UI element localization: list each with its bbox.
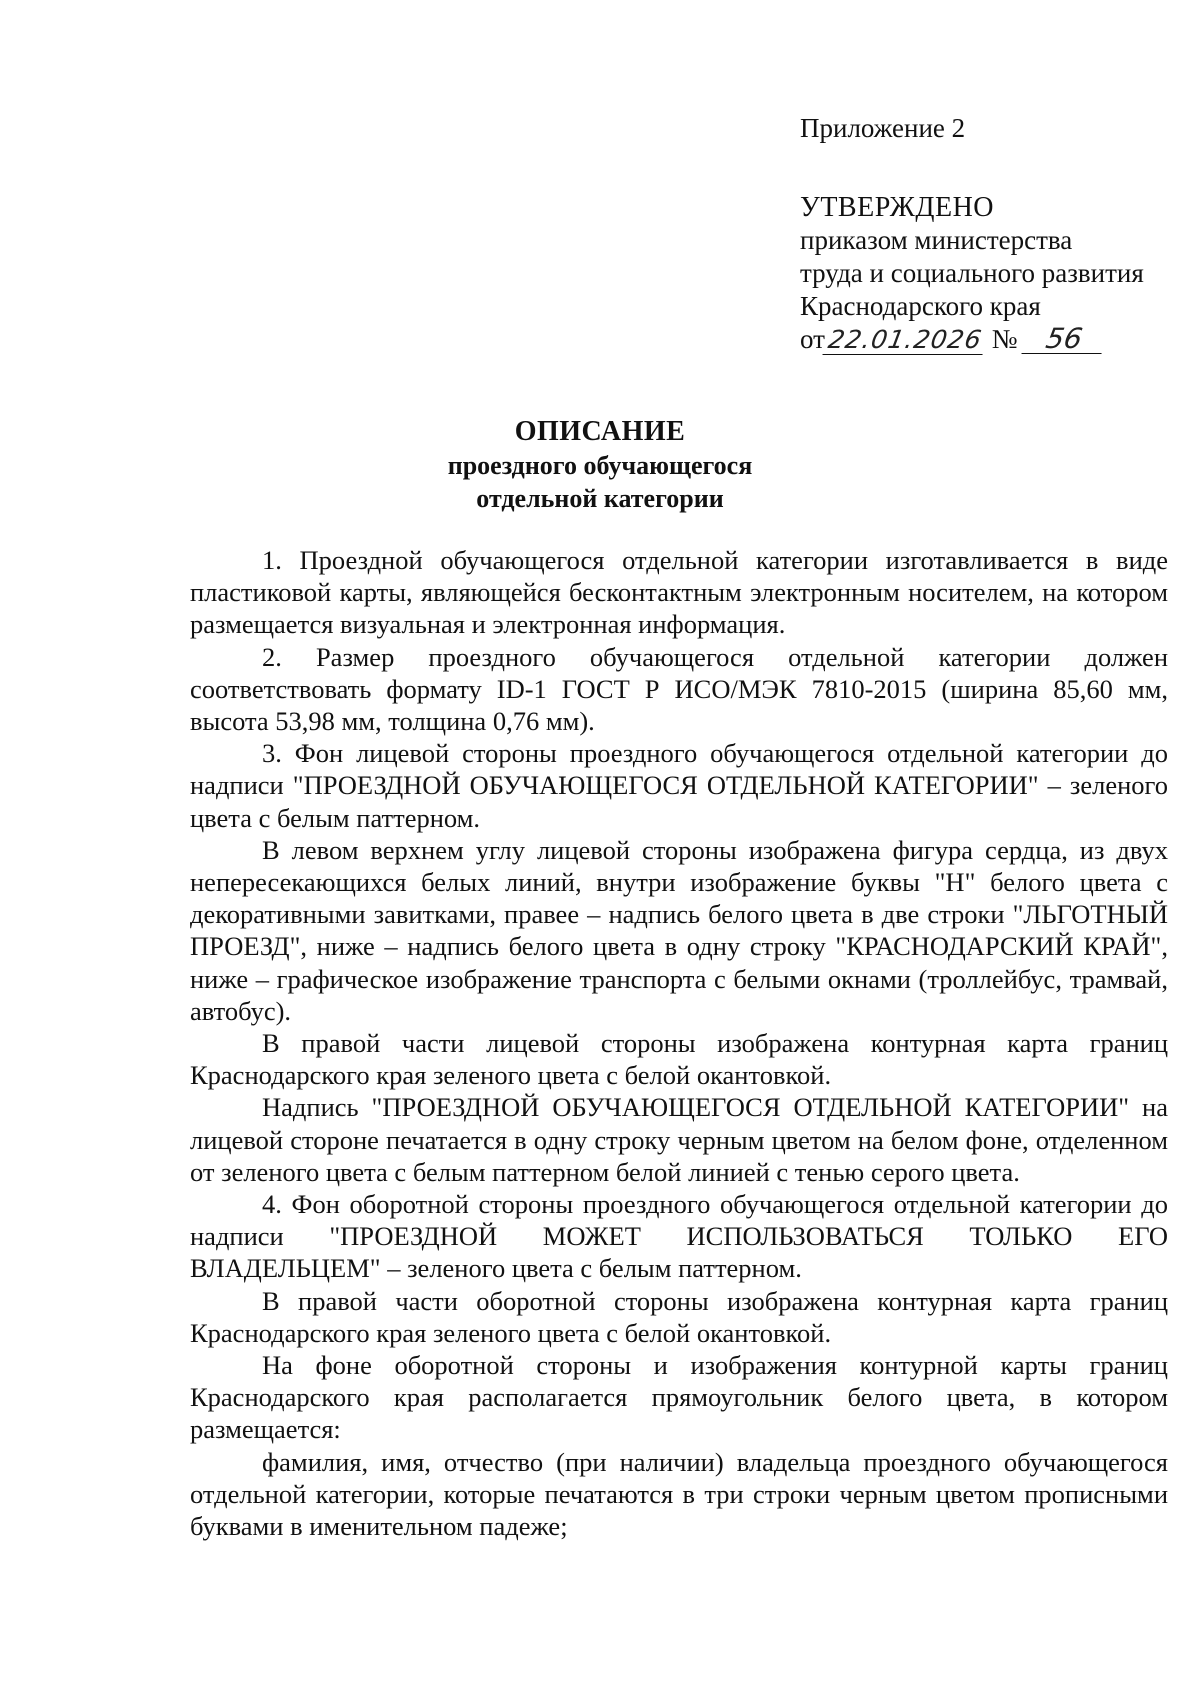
appendix-label: Приложение 2 xyxy=(800,113,966,143)
paragraph-10: фамилия, имя, отчество (при наличии) владельца проездного обучающегося отдельной категории, которые печатаются в три строки черным цветом прописными буквами в именительном падеже; xyxy=(190,1446,1168,1542)
paragraph-7: 4. Фон оборотной стороны проездного обучающегося отдельной категории до надписи "ПРОЕЗДНОЙ МОЖЕТ ИСПОЛЬЗОВАТЬСЯ ТОЛЬКО ЕГО ВЛАДЕЛЬЦЕМ" – зеленого цвета с белым паттерном. xyxy=(190,1189,1168,1284)
number-sign: № xyxy=(991,324,1018,354)
order-date-number-line xyxy=(800,323,1180,356)
approval-stamp-block xyxy=(800,112,1180,356)
approved-label: УТВЕРЖДЕНО xyxy=(800,192,995,223)
document-subtitle-line-2: отдельной категории xyxy=(476,484,724,513)
approval-line-3: Краснодарского края xyxy=(800,291,1041,321)
document-title-block xyxy=(0,415,1200,515)
document-subtitle-line-1: проездного обучающегося xyxy=(447,451,753,480)
paragraph-5: В правой части лицевой стороны изображена контурная карта границ Краснодарского края зеленого цвета с белой окантовкой. xyxy=(190,1028,1168,1091)
paragraph-9: На фоне оборотной стороны и изображения контурной карты границ Краснодарского края располагается прямоугольник белого цвета, в котором размещается: xyxy=(190,1350,1168,1445)
from-label: от xyxy=(800,324,825,354)
approval-line-1: приказом министерства xyxy=(800,225,1073,255)
document-heading: ОПИСАНИЕ xyxy=(514,416,686,447)
approval-line-2: труда и социального развития xyxy=(800,258,1144,288)
paragraph-8: В правой части оборотной стороны изображена контурная карта границ Краснодарского края зеленого цвета с белой окантовкой. xyxy=(190,1285,1168,1348)
paragraph-1: 1. Проездной обучающегося отдельной категории изготавливается в виде пластиковой карты, являющейся бесконтактным электронным носителем, на котором размещается визуальная и электронная информация. xyxy=(190,545,1168,640)
handwritten-date: 22.01.2026 xyxy=(822,326,987,355)
paragraph-2: 2. Размер проездного обучающегося отдельной категории должен соответствовать формату ID-1 ГОСТ Р ИСО/МЭК 7810-2015 (ширина 85,60 мм, высота 53,98 мм, толщина 0,76 мм). xyxy=(190,641,1168,737)
paragraph-3: 3. Фон лицевой стороны проездного обучающегося отдельной категории до надписи "ПРОЕЗДНОЙ ОБУЧАЮЩЕГОСЯ ОТДЕЛЬНОЙ КАТЕГОРИИ" – зеленого цвета с белым паттерном. xyxy=(190,738,1168,833)
handwritten-number: 56 xyxy=(1022,325,1107,354)
paragraph-6: Надпись "ПРОЕЗДНОЙ ОБУЧАЮЩЕГОСЯ ОТДЕЛЬНОЙ КАТЕГОРИИ" на лицевой стороне печатается в одну строку черным цветом на белом фоне, отделенном от зеленого цвета с белым паттерном белой линией с тенью серого цвета. xyxy=(190,1092,1168,1187)
document-body xyxy=(190,544,1168,1542)
paragraph-4: В левом верхнем углу лицевой стороны изображена фигура сердца, из двух непересекающихся белых линий, внутри изображение буквы "Н" белого цвета с декоративными завитками, правее – надпись белого цвета в две строки "ЛЬГОТНЫЙ ПРОЕЗД", ниже – надпись белого цвета в одну строку "КРАСНОДАРСКИЙ КРАЙ", ниже – графическое изображение транспорта с белыми окнами (троллейбус, трамвай, автобус). xyxy=(190,834,1168,1026)
